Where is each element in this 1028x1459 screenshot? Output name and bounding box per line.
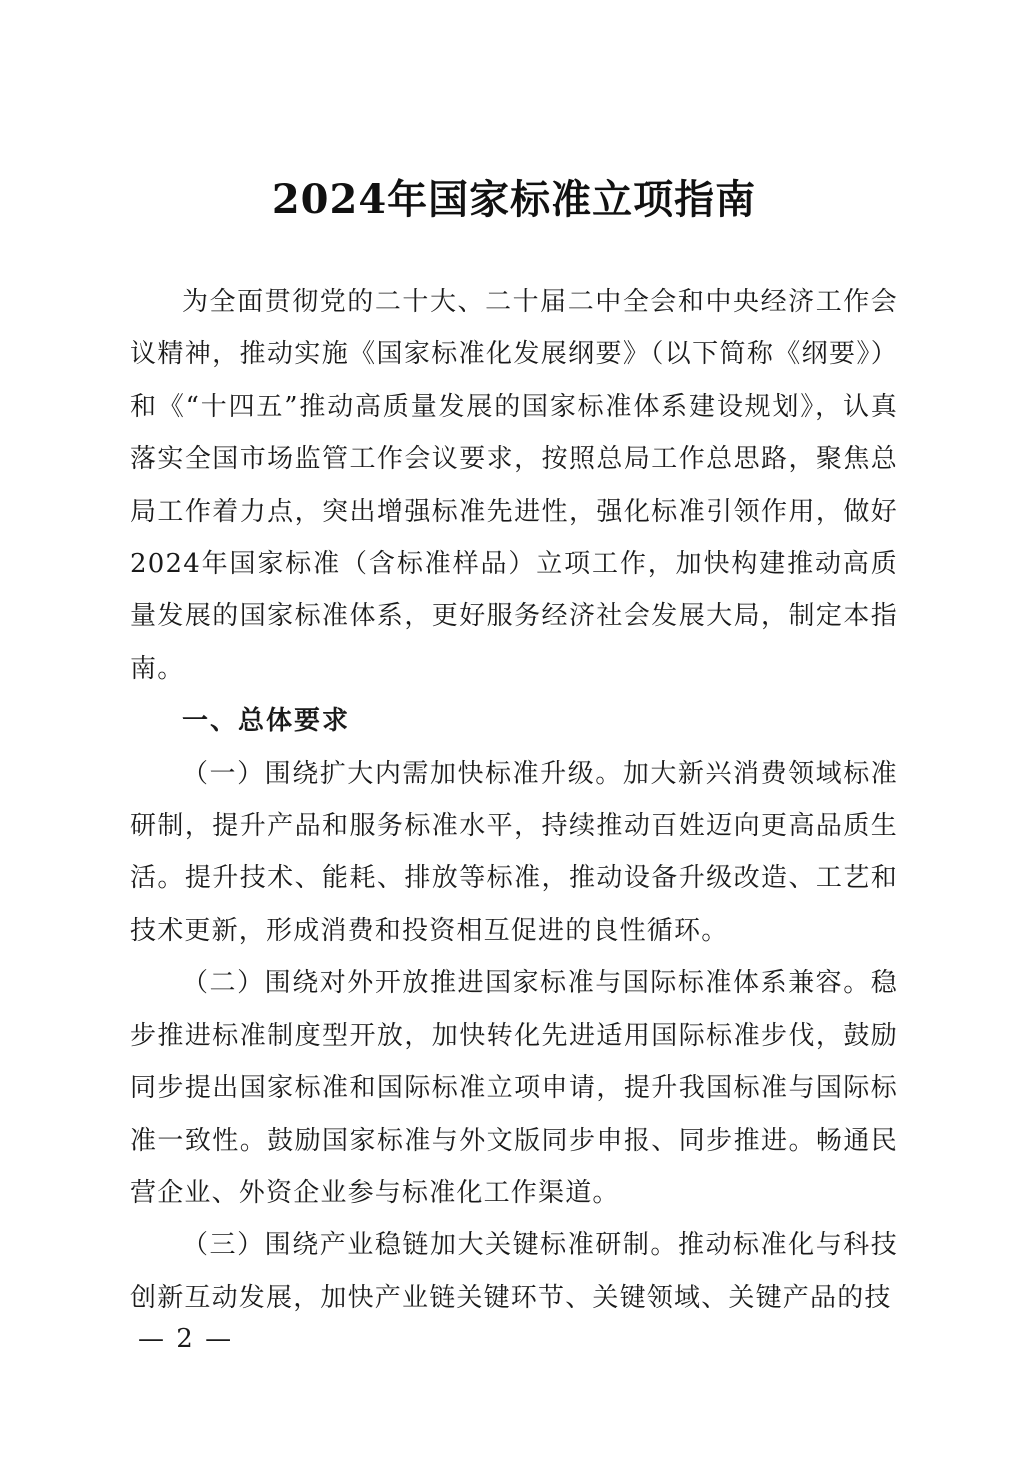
paragraph-item-3 [130, 1219, 898, 1324]
paragraph-item-2 [130, 957, 898, 1219]
item-2-lead: （二）围绕对外开放推进国家标准与国际标准体系兼容。 [182, 968, 871, 999]
document-body [130, 276, 898, 1324]
item-2-text: 稳步推进标准制度型开放，加快转化先进适用国际标准步伐，鼓励同步提出国家标准和国际标准立项申请，提升我国标准与国际标准一致性。鼓励国家标准与外文版同步申报、同步推进。畅通民营企业、外资企业参与标准化工作渠道。 [130, 968, 898, 1208]
item-1-text: 加大新兴消费领域标准研制，提升产品和服务标准水平，持续推动百姓迈向更高品质生活。提升技术、能耗、排放等标准，推动设备升级改造、工艺和技术更新，形成消费和投资相互促进的良性循环。 [130, 758, 898, 946]
item-3-text: 推动标准化与科技创新互动发展，加快产业链关键环节、关键领域、关键产品的技 [130, 1230, 898, 1313]
document-title: 2024年国家标准立项指南 [271, 176, 757, 223]
paragraph-item-1 [130, 748, 898, 958]
page-number: — 2 — [138, 1324, 234, 1354]
section-heading: 一、总体要求 [182, 706, 351, 737]
item-1-lead: （一）围绕扩大内需加快标准升级。 [182, 758, 623, 789]
intro-paragraph: 为全面贯彻党的二十大、二十届二中全会和中央经济工作会议精神，推动实施《国家标准化发展纲要》（以下简称《纲要》）和《“十四五”推动高质量发展的国家标准体系建设规划》，认真落实全国市场监管工作会议要求，按照总局工作总思路，聚焦总局工作着力点，突出增强标准先进性，强化标准引领作用，做好2024年国家标准（含标准样品）立项工作，加快构建推动高质量发展的国家标准体系，更好服务经济社会发展大局，制定本指南。 [130, 287, 898, 684]
item-3-lead: （三）围绕产业稳链加大关键标准研制。 [182, 1230, 678, 1261]
